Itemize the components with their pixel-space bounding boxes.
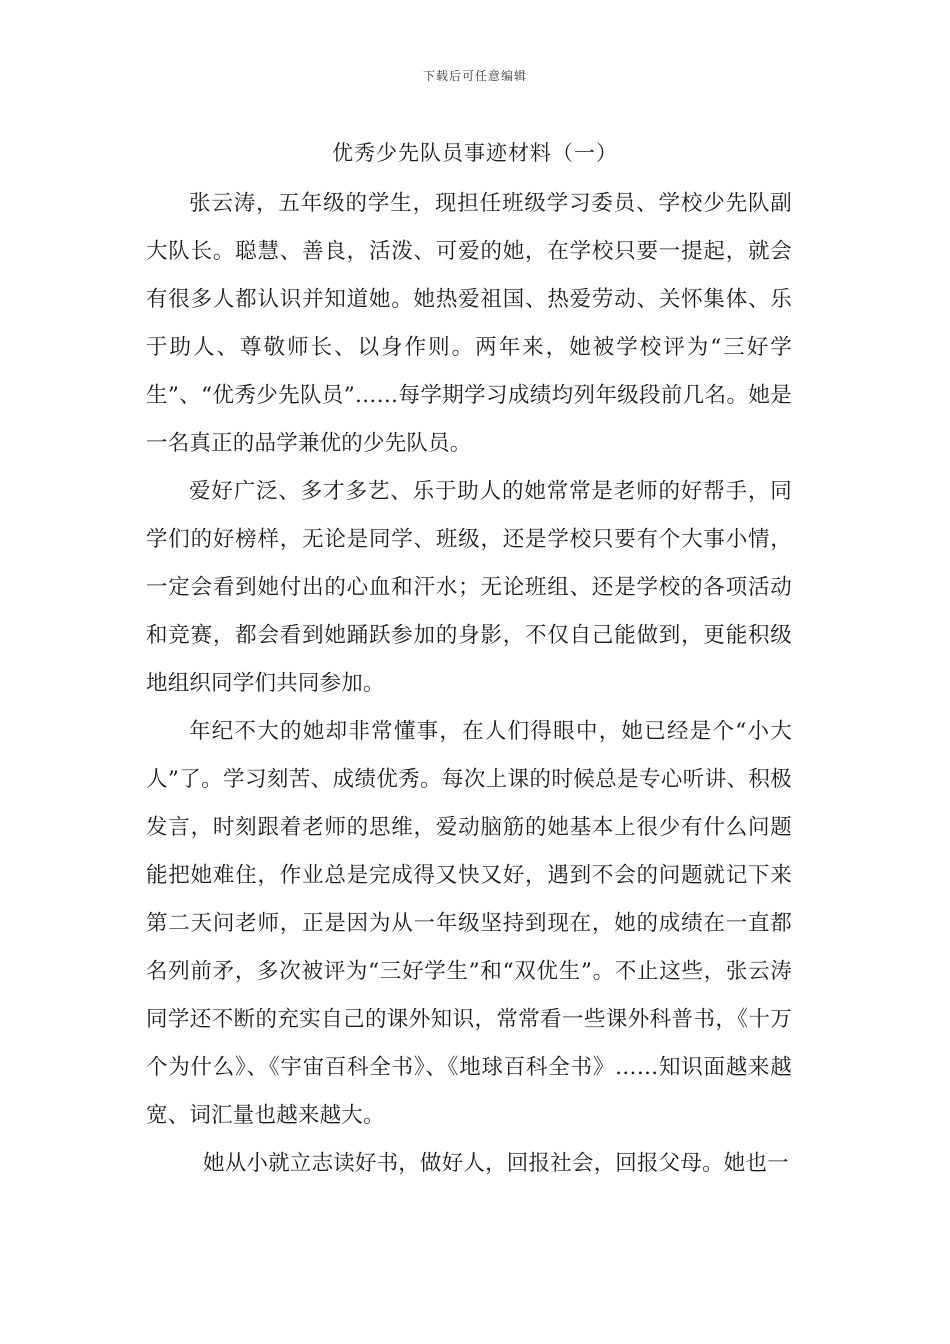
paragraph: 爱好广泛、多才多艺、乐于助人的她常常是老师的好帮手，同学们的好榜样，无论是同学、班级，还是学校只要有个大事小情，一定会看到她付出的心血和汗水；无论班组、还是学校的各项活动和竞赛，都会看到她踊跃参加的身影，不仅自己能做到，更能积级地组织同学们共同参加。 (146, 479, 792, 696)
header-note: 下载后可任意编辑 (422, 69, 527, 83)
paragraph: 她从小就立志读好书，做好人，回报社会，回报父母。她也一 (203, 1151, 789, 1176)
document-title: 优秀少先队员事迹材料（一） (332, 141, 618, 165)
document-body (146, 180, 792, 1188)
paragraph: 张云涛，五年级的学生，现担任班级学习委员、学校少先队副大队长。聪慧、善良，活泼、可爱的她，在学校只要一提起，就会有很多人都认识并知道她。她热爱祖国、热爱劳动、关怀集体、乐于助人、尊敬师长、以身作则。两年来，她被学校评为“三好学生”、“优秀少先队员”……每学期学习成绩均列年级段前几名。她是一名真正的品学兼优的少先队员。 (146, 191, 792, 456)
paragraph: 年纪不大的她却非常懂事，在人们得眼中，她已经是个“小大人”了。学习刻苦、成绩优秀。每次上课的时候总是专心听讲、积极发言，时刻跟着老师的思维，爱动脑筋的她基本上很少有什么问题能把她难住，作业总是完成得又快又好，遇到不会的问题就记下来第二天问老师，正是因为从一年级坚持到现在，她的成绩在一直都名列前矛，多次被评为“三好学生”和“双优生”。不止这些，张云涛同学还不断的充实自己的课外知识，常常看一些课外科普书，《十万个为什么》、《宇宙百科全书》、《地球百科全书》……知识面越来越宽、词汇量也越来越大。 (146, 719, 792, 1128)
